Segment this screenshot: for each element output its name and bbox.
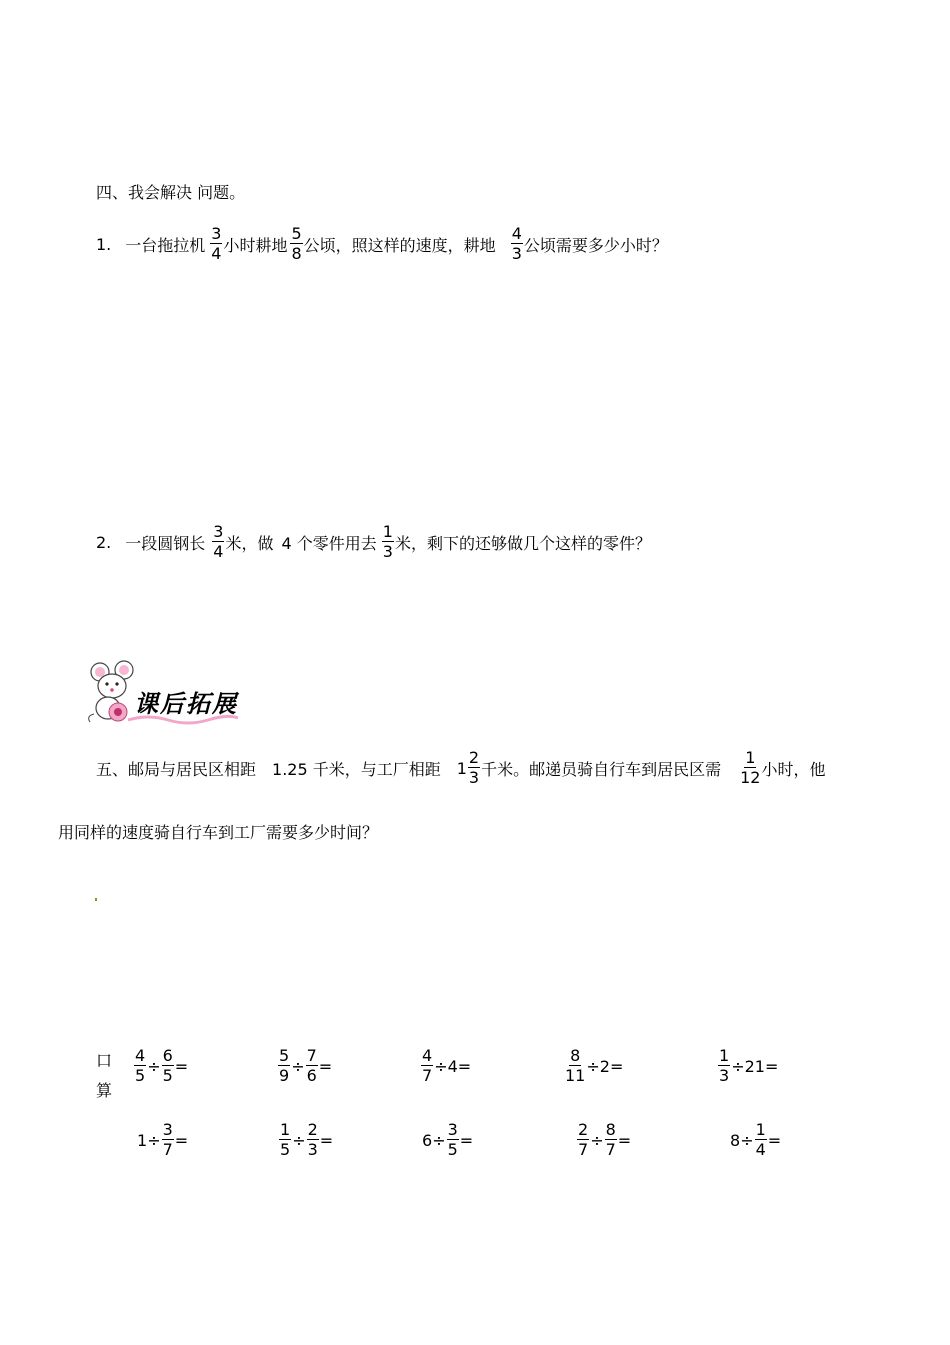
fraction-denominator: 7	[578, 1140, 589, 1159]
fraction-denominator: 11	[565, 1066, 586, 1085]
divide-sign: ÷	[432, 1130, 446, 1150]
s5-text-2: 1.25 千米，与工厂相距	[272, 759, 441, 779]
section4-title	[96, 180, 245, 203]
integer-operand: 1	[137, 1130, 148, 1150]
fraction-denominator: 3	[382, 542, 393, 561]
calc-r2-1	[137, 1122, 188, 1158]
divide-sign: ÷	[291, 1056, 305, 1076]
calc-r2-5	[730, 1122, 781, 1158]
fraction-denominator: 3	[511, 244, 522, 263]
fraction-numerator: 4	[422, 1046, 433, 1065]
integer-operand: 21	[744, 1056, 765, 1076]
equals-sign: =	[174, 1130, 189, 1150]
fraction-denominator: 5	[280, 1140, 291, 1159]
equals-sign: =	[318, 1056, 333, 1076]
fraction-denominator: 12	[740, 768, 761, 787]
fraction-numerator: 5	[291, 224, 302, 243]
divide-sign: ÷	[434, 1056, 448, 1076]
oral-label-1: 口	[96, 1051, 113, 1070]
q2-text-1: 一段圆钢长	[125, 533, 206, 553]
q1-fraction-1	[210, 226, 222, 262]
fraction-denominator: 5	[447, 1140, 458, 1159]
s5-fraction-1	[468, 750, 480, 786]
s5-fraction-2	[740, 750, 760, 786]
fraction-numerator: 3	[447, 1120, 458, 1139]
q2-text-2: 米，做	[225, 533, 274, 553]
s5-text-1: 五、邮局与居民区相距	[96, 759, 257, 779]
equals-sign: =	[617, 1130, 632, 1150]
fraction-numerator: 2	[307, 1120, 318, 1139]
fraction-numerator: 3	[211, 224, 222, 243]
q1-number: 1.	[96, 234, 112, 254]
equals-sign: =	[174, 1056, 189, 1076]
extension-banner	[88, 658, 238, 728]
calc-r1-1	[133, 1048, 188, 1084]
section4-title-text: 四、我会解决 问题。	[96, 183, 246, 202]
divide-sign: ÷	[731, 1056, 745, 1076]
fraction-numerator: 2	[578, 1120, 589, 1139]
fraction-denominator: 4	[755, 1140, 766, 1159]
equals-sign: =	[459, 1130, 474, 1150]
question-2	[96, 524, 651, 560]
equals-sign: =	[319, 1130, 334, 1150]
divide-sign: ÷	[590, 1130, 604, 1150]
fraction-numerator: 5	[279, 1046, 290, 1065]
fraction-denominator: 7	[162, 1140, 173, 1159]
fraction-numerator: 7	[306, 1046, 317, 1065]
fraction-numerator: 4	[511, 224, 522, 243]
q2-text-4: 米，剩下的还够做几个这样的零件？	[394, 533, 651, 553]
section5-line-2	[58, 820, 378, 843]
q2-text-3: 4 个零件用去	[281, 533, 377, 553]
q1-text-2: 小时耕地	[223, 235, 288, 255]
fraction-numerator: 2	[468, 748, 480, 767]
integer-operand: 4	[447, 1056, 458, 1076]
fraction-denominator: 7	[422, 1066, 433, 1085]
fraction-denominator: 3	[307, 1140, 318, 1159]
equals-sign: =	[609, 1056, 624, 1076]
s5-text-4: 小时，他	[761, 759, 826, 779]
stray-mark	[95, 898, 97, 901]
fraction-denominator: 7	[605, 1140, 616, 1159]
q1-text-4: 公顷需要多少小时？	[523, 235, 668, 255]
fraction-numerator: 1	[745, 748, 756, 767]
section5-line-1	[96, 750, 826, 786]
calc-r2-2	[278, 1122, 333, 1158]
q2-number: 2.	[96, 532, 112, 552]
q1-fraction-2	[290, 226, 302, 262]
fraction-denominator: 4	[213, 542, 224, 561]
question-1	[96, 226, 668, 262]
fraction-numerator: 1	[755, 1120, 766, 1139]
calc-r1-3	[420, 1048, 471, 1084]
fraction-numerator: 1	[719, 1046, 730, 1065]
q2-fraction-2	[382, 524, 394, 560]
equals-sign: =	[457, 1056, 472, 1076]
q1-text-1: 一台拖拉机	[125, 235, 206, 255]
fraction-numerator: 4	[135, 1046, 146, 1065]
oral-label-2: 算	[96, 1081, 113, 1100]
divide-sign: ÷	[740, 1130, 754, 1150]
banner-title: 课后拓展	[134, 689, 238, 718]
fraction-numerator: 6	[162, 1046, 173, 1065]
fraction-denominator: 3	[468, 768, 480, 787]
calc-r1-5	[717, 1048, 778, 1084]
fraction-numerator: 8	[570, 1046, 581, 1065]
calc-r2-3	[422, 1122, 473, 1158]
integer-operand: 2	[599, 1056, 610, 1076]
divide-sign: ÷	[586, 1056, 600, 1076]
equals-sign: =	[767, 1130, 782, 1150]
fraction-numerator: 8	[605, 1120, 616, 1139]
s5-mixed-whole: 1	[456, 758, 467, 778]
fraction-denominator: 5	[135, 1066, 146, 1085]
q2-fraction-1	[212, 524, 224, 560]
fraction-denominator: 3	[719, 1066, 730, 1085]
equals-sign: =	[764, 1056, 779, 1076]
s5-line-2-text: 用同样的速度骑自行车到工厂需要多少时间？	[58, 823, 379, 842]
integer-operand: 8	[730, 1130, 741, 1150]
s5-text-3: 千米。邮递员骑自行车到居民区需	[481, 759, 722, 779]
fraction-denominator: 6	[306, 1066, 317, 1085]
integer-operand: 6	[422, 1130, 433, 1150]
divide-sign: ÷	[147, 1056, 161, 1076]
calc-r1-4	[564, 1048, 623, 1084]
q1-text-3: 公顷，照这样的速度，耕地	[303, 235, 496, 255]
fraction-denominator: 4	[211, 244, 222, 263]
calc-r1-2	[277, 1048, 332, 1084]
divide-sign: ÷	[292, 1130, 306, 1150]
fraction-numerator: 3	[213, 522, 224, 541]
fraction-numerator: 1	[280, 1120, 291, 1139]
fraction-numerator: 3	[162, 1120, 173, 1139]
fraction-denominator: 5	[162, 1066, 173, 1085]
fraction-denominator: 8	[291, 244, 302, 263]
fraction-numerator: 1	[382, 522, 393, 541]
q1-fraction-3	[511, 226, 523, 262]
calc-r2-4	[576, 1122, 631, 1158]
divide-sign: ÷	[147, 1130, 161, 1150]
fraction-denominator: 9	[279, 1066, 290, 1085]
oral-calc-label	[96, 1046, 112, 1106]
